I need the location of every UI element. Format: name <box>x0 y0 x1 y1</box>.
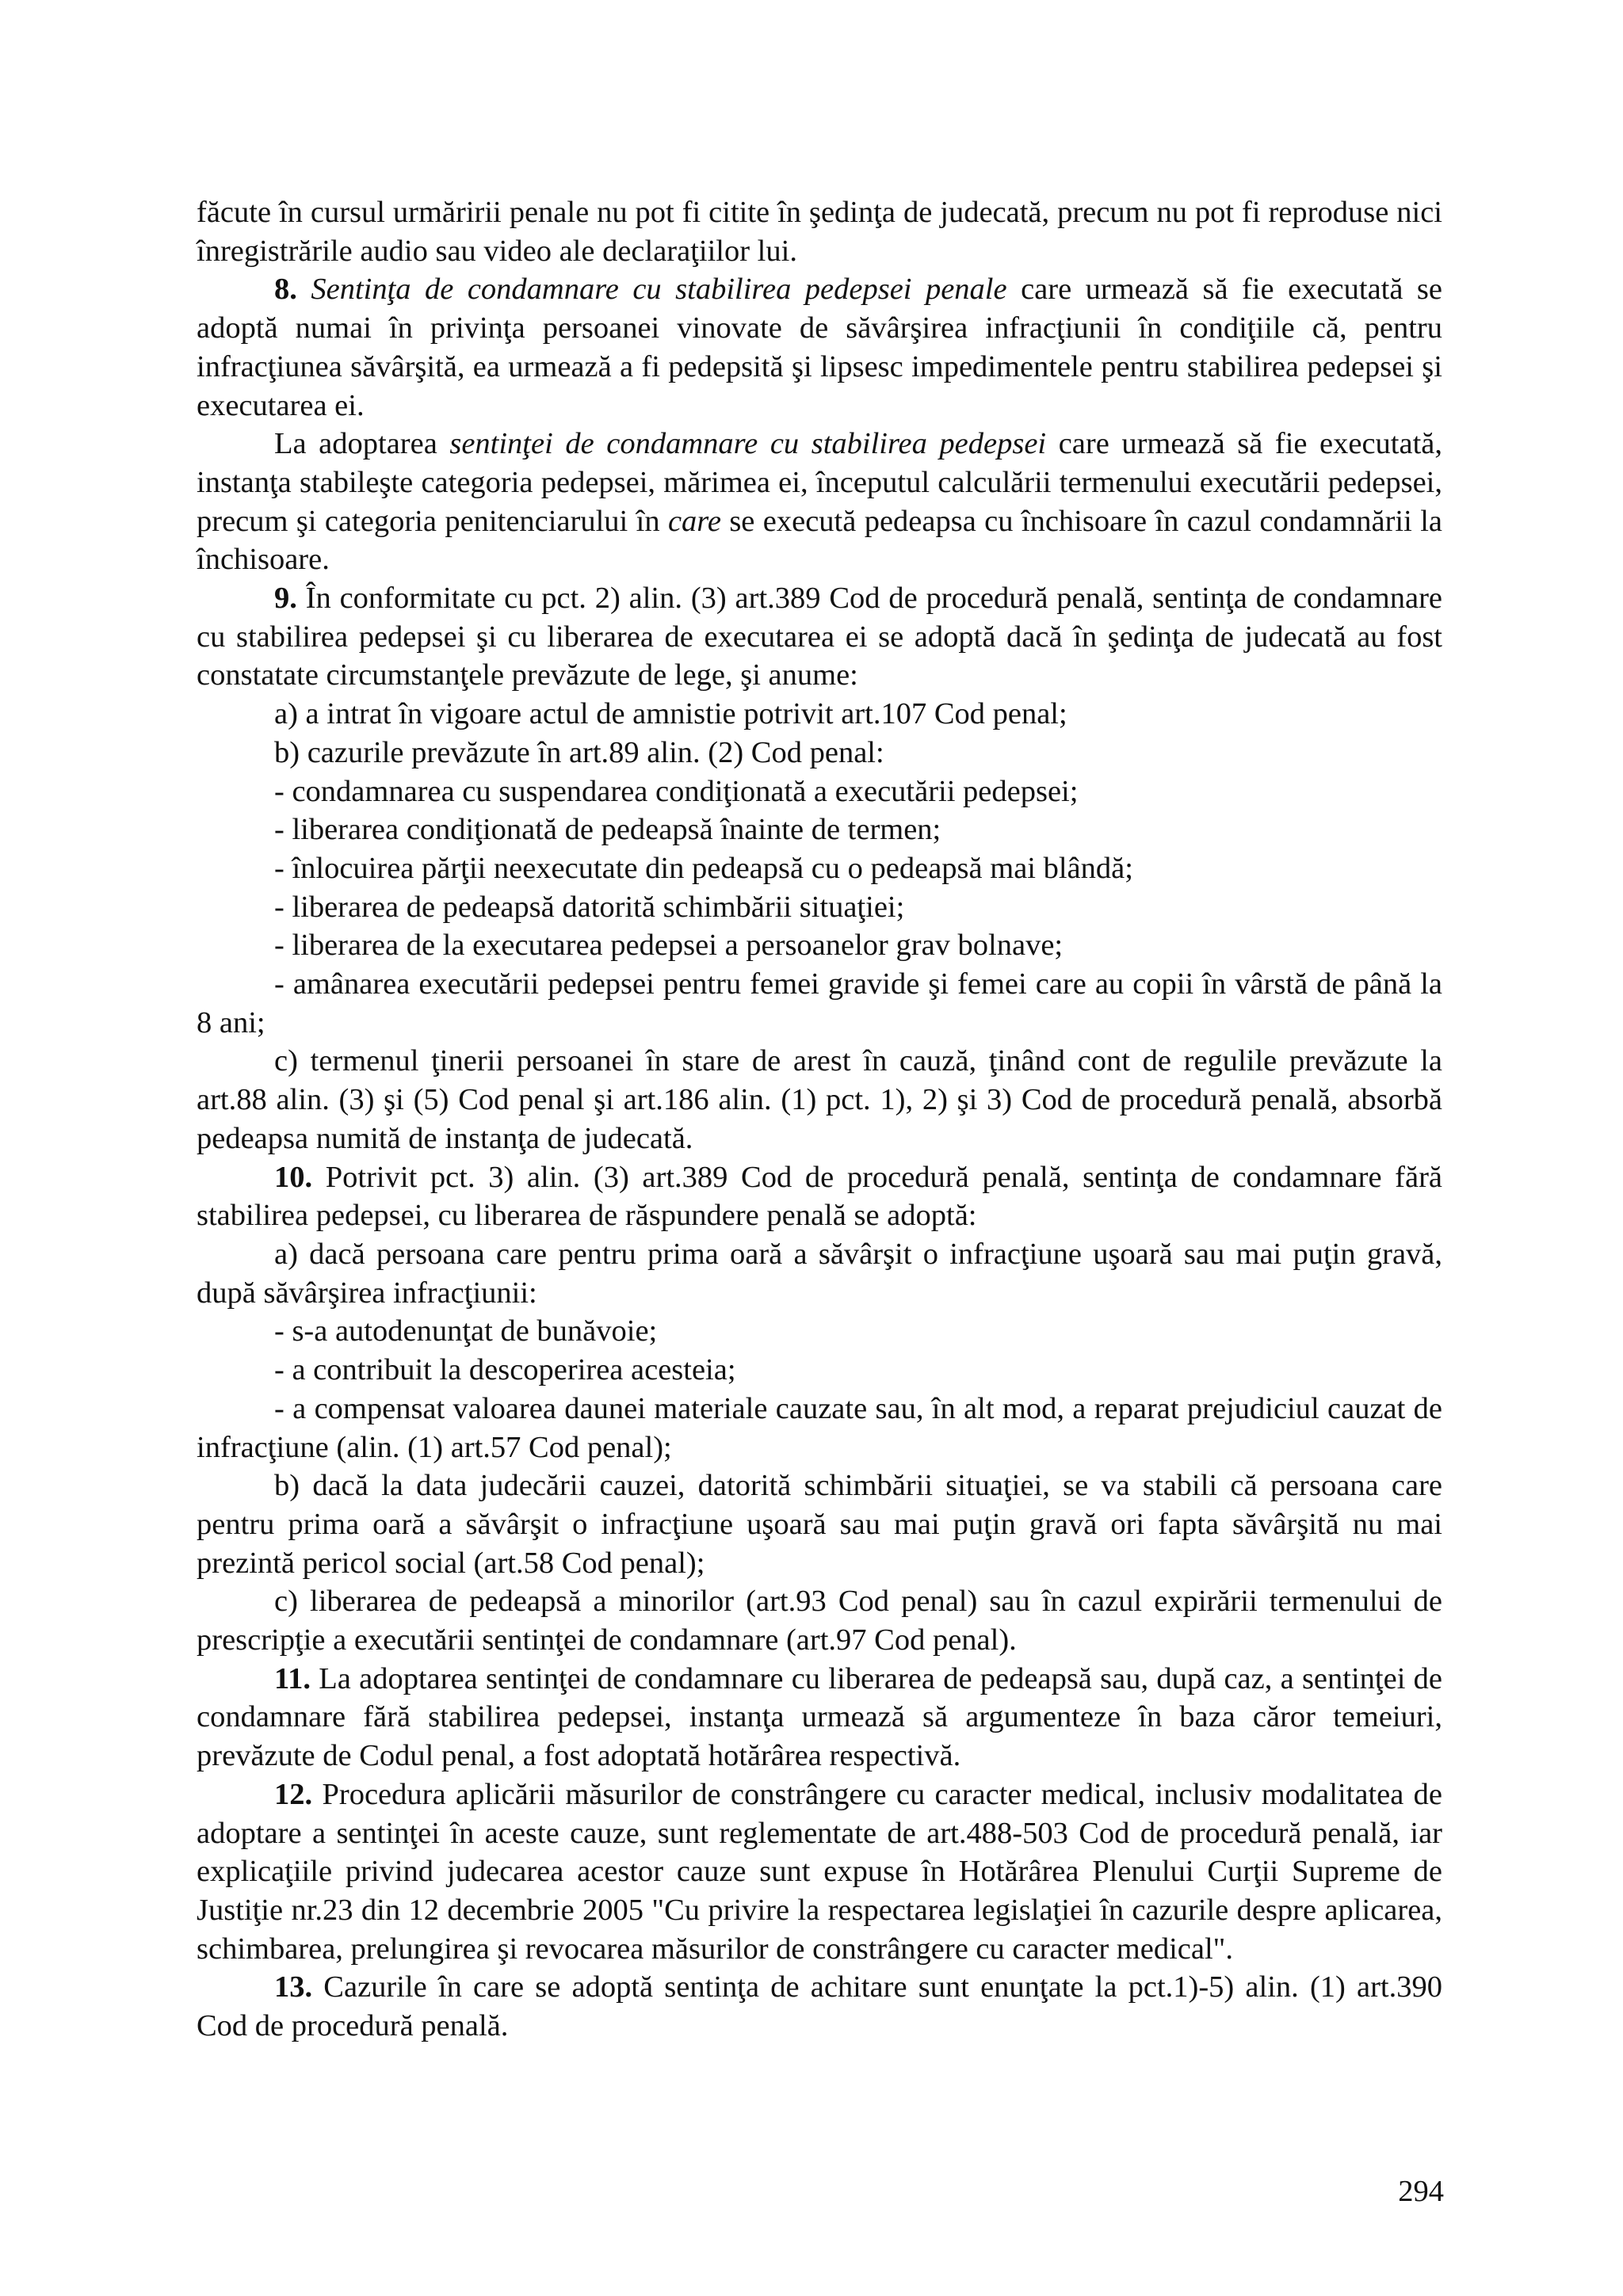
list-item-10b: b) dacă la data judecării cauzei, datorită schimbării situaţiei, se va stabili că persoana care pentru prima oară a săvârşit o infracţiune uşoară sau mai puţin gravă ori fapta săvârşită nu mai prezintă pericol social (art.58 Cod penal); <box>197 1469 1442 1580</box>
paragraph-13 <box>197 1968 1442 2045</box>
list-item-9b-3: - înlocuirea părţii neexecutate din pedeapsă cu o pedeapsă mai blândă; <box>274 851 1133 885</box>
paragraph-number: 13. <box>274 1970 313 2004</box>
paragraph-text: care urmează să fie executată, instanţa stabileşte categoria pedepsei, mărimea ei, începutul calculării termenului executării pedepsei, precum şi categoria penitenciarului în <box>197 427 1443 538</box>
paragraph-text: În conformitate cu pct. 2) alin. (3) art.389 Cod de procedură penală, sentinţa de condamnare cu stabilirea pedepsei şi cu liberarea de executarea ei se adoptă dacă în şedinţa de judecată au fost constatate circumstanţele prevăzute de lege, şi anume: <box>197 582 1442 692</box>
paragraph-number: 11. <box>274 1661 311 1695</box>
paragraph-10 <box>197 1158 1442 1235</box>
paragraph-text: La adoptarea sentinţei de condamnare cu liberarea de pedeapsă sau, după caz, a sentinţei de condamnare fără stabilirea pedepsei, instanţa urmează să argumenteze în baza căror temeiuri, prevăzute de Codul penal, a fost adoptată hotărârea respectivă. <box>197 1661 1442 1773</box>
paragraph-number: 8. <box>274 273 297 307</box>
paragraph-text: Procedura aplicării măsurilor de constrângere cu caracter medical, inclusiv modalitatea de adoptare a sentinţei în aceste cauze, sunt reglementate de art.488-503 Cod de procedură penală, iar explicaţiile privind judecarea acestor cauze sunt expuse în Hotărârea Plenului Curţii Supreme de Justiţie nr.23 din 12 decembrie 2005 "Cu privire la respectarea legislaţiei în cazurile despre aplicarea, schimbarea, prelungirea şi revocarea măsurilor de constrângere cu caracter medical". <box>197 1777 1442 1966</box>
page-number: 294 <box>1398 2175 1444 2208</box>
paragraph-number: 12. <box>274 1777 313 1811</box>
paragraph-text: Potrivit pct. 3) alin. (3) art.389 Cod de procedură penală, sentinţa de condamnare fără stabilirea pedepsei, cu liberarea de răspundere penală se adoptă: <box>197 1160 1442 1233</box>
document-body <box>197 193 1442 2046</box>
paragraph-11 <box>197 1660 1442 1775</box>
list-item-9b: b) cazurile prevăzute în art.89 alin. (2) Cod penal: <box>274 735 884 769</box>
paragraph-text: La adoptarea <box>274 427 450 461</box>
list-item-9a: a) a intrat în vigoare actul de amnistie potrivit art.107 Cod penal; <box>274 697 1067 731</box>
list-item-9b-5: - liberarea de la executarea pedepsei a persoanelor grav bolnave; <box>274 929 1064 963</box>
list-item-9c: c) termenul ţinerii persoanei în stare de arest în cauză, ţinând cont de regulile prevăzute la art.88 alin. (3) şi (5) Cod penal şi art.186 alin. (1) pct. 1), 2) şi 3) Cod de procedură penală, absorbă pedeapsa numită de instanţa de judecată. <box>197 1044 1442 1155</box>
paragraph-text: Cazurile în care se adoptă sentinţa de achitare sunt enunţate la pct.1)-5) alin. (1) art.390 Cod de procedură penală. <box>197 1970 1442 2043</box>
list-item-10a-1: - s-a autodenunţat de bunăvoie; <box>274 1314 658 1348</box>
paragraph-12 <box>197 1775 1442 1969</box>
list-item-10c: c) liberarea de pedeapsă a minorilor (art.93 Cod penal) sau în cazul expirării termenului de prescripţie a executării sentinţei de condamnare (art.97 Cod penal). <box>197 1585 1442 1657</box>
emphasized-word: care <box>667 504 721 538</box>
paragraph-continued: făcute în cursul urmăririi penale nu pot fi citite în şedinţa de judecată, precum nu pot fi reproduse nici înregistrările audio sau video ale declaraţiilor lui. <box>197 196 1442 268</box>
defined-term: Sentinţa de condamnare cu stabilirea pedepsei penale <box>311 273 1007 307</box>
list-item-9b-1: - condamnarea cu suspendarea condiţionată a executării pedepsei; <box>274 774 1079 808</box>
defined-term: sentinţei de condamnare cu stabilirea pedepsei <box>449 427 1047 461</box>
paragraph-text: se execută pedeapsa cu închisoare în cazul condamnării la închisoare. <box>197 504 1442 577</box>
paragraph-9 <box>197 579 1442 695</box>
paragraph-8 <box>197 270 1442 425</box>
list-item-9b-6: - amânarea executării pedepsei pentru femei gravide şi femei care au copii în vârstă de până la 8 ani; <box>197 967 1442 1039</box>
list-item-9b-4: - liberarea de pedeapsă datorită schimbării situaţiei; <box>274 890 905 924</box>
list-item-9b-2: - liberarea condiţionată de pedeapsă înainte de termen; <box>274 813 941 847</box>
list-item-10a-2: - a contribuit la descoperirea acesteia; <box>274 1353 736 1387</box>
paragraph-8-continuation <box>197 425 1442 579</box>
list-item-10a: a) dacă persoana care pentru prima oară a săvârşit o infracţiune uşoară sau mai puţin gravă, după săvârşirea infracţiunii: <box>197 1237 1442 1310</box>
paragraph-text: care urmează să fie executată se adoptă numai în privinţa persoanei vinovate de săvârşirea infracţiunii în condiţiile că, pentru infracţiunea săvârşită, ea urmează a fi pedepsită şi lipsesc impedimentele pentru stabilirea pedepsei şi executarea ei. <box>197 273 1442 422</box>
list-item-10a-3: - a compensat valoarea daunei materiale cauzate sau, în alt mod, a reparat prejudiciul cauzat de infracţiune (alin. (1) art.57 Cod penal); <box>197 1391 1442 1464</box>
paragraph-number: 10. <box>274 1160 313 1194</box>
paragraph-number: 9. <box>274 582 297 616</box>
